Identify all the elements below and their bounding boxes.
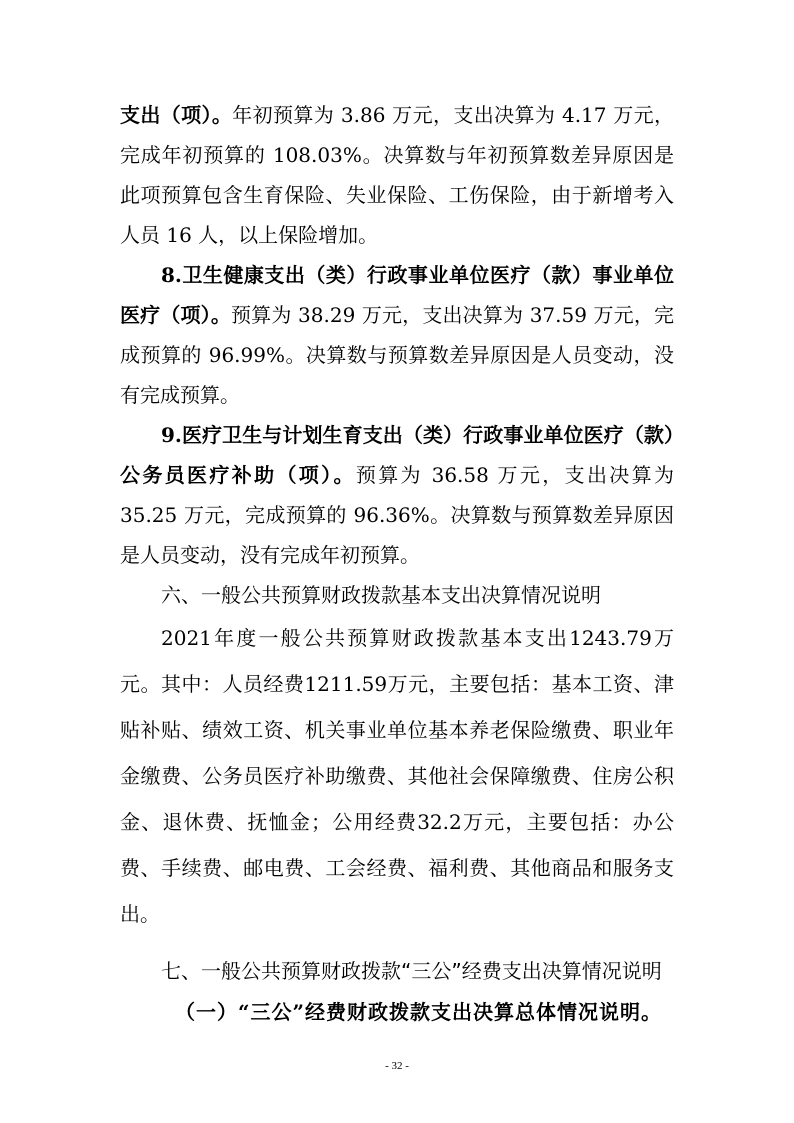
item-body: 预算为 38.29 万元，支出决算为 37.59 万元，完成预算的 96.99%。决算数与预算数差异原因是人员变动，没有完成预算。 (120, 303, 674, 407)
section-6-paragraph: 2021年度一般公共预算财政拨款基本支出1243.79万元。其中：人员经费1211.59万元，主要包括：基本工资、津贴补贴、绩效工资、机关事业单位基本养老保险缴费、职业年金缴费、公务员医疗补助缴费、其他社会保障缴费、住房公积金、退休费、抚恤金；公用经费32.2万元，主要包括：办公费、手续费、邮电费、工会经费、福利费、其他商品和服务支出。 (120, 626, 674, 926)
page-number: - 32 - (385, 1060, 409, 1072)
document-page (120, 95, 674, 1033)
section-7-subheading: （一）“三公”经费财政拨款支出决算总体情况说明。 (175, 1000, 663, 1024)
section-6-heading: 六、一般公共预算财政拨款基本支出决算情况说明 (161, 583, 601, 607)
item-title: 9.医疗卫生与计划生育支出（类）行政事业单位医疗（款）公务员医疗补助（项）。 (120, 423, 674, 487)
section-7-heading: 七、一般公共预算财政拨款“三公”经费支出决算情况说明 (161, 959, 662, 983)
paragraph-item-8 (120, 255, 674, 415)
item-body: 预算为 36.58 万元，支出决算为 35.25 万元，完成预算的 96.36%。决算数与预算数差异原因是人员变动，没有完成年初预算。 (120, 463, 674, 567)
item-body: 年初预算为 3.86 万元，支出决算为 4.17 万元，完成年初预算的 108.03%。决算数与年初预算数差异原因是此项预算包含生育保险、失业保险、工伤保险，由于新增考入人员 16 人，以上保险增加。 (120, 103, 674, 247)
item-title: 支出（项）。 (120, 103, 233, 127)
section-6-body (120, 615, 674, 937)
paragraph-item-9 (120, 415, 674, 575)
paragraph-item-7-continued (120, 95, 674, 255)
item-title: 8.卫生健康支出（类）行政事业单位医疗（款）事业单位医疗（项）。 (120, 263, 674, 327)
